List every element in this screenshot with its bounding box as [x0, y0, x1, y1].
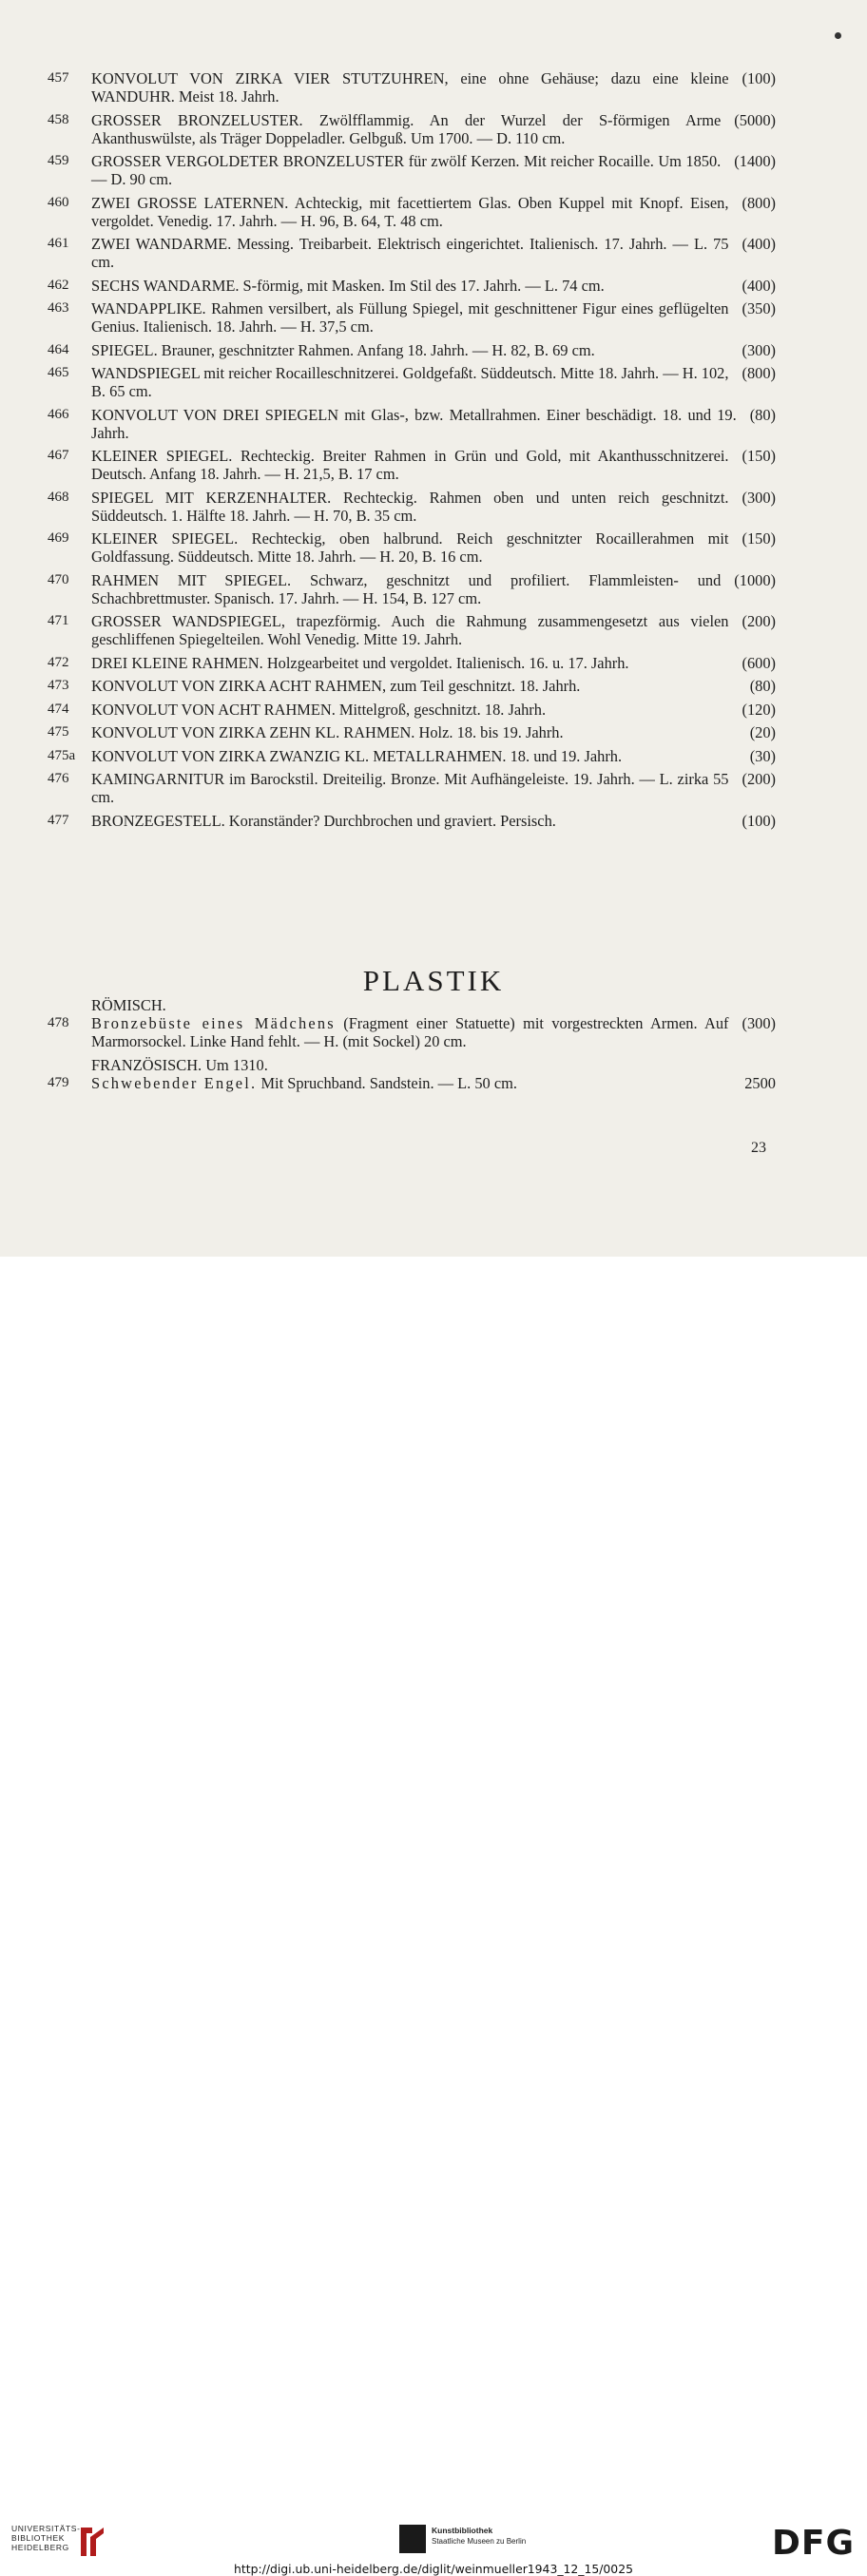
lot-number: 472	[48, 654, 69, 670]
lot-description	[91, 812, 776, 830]
lot-entry	[48, 194, 776, 230]
lot-number: 458	[48, 111, 69, 127]
lot-text: Schwarz, geschnitzt und profiliert. Flammleisten- und Schachbrettmuster. Spanisch. 17. Jahrh. — H. 154, B. 127 cm.	[91, 570, 722, 607]
lot-description	[91, 723, 776, 741]
lot-entry	[48, 1014, 776, 1050]
lot-entry	[48, 747, 776, 765]
lot-entry	[48, 1074, 776, 1092]
lot-title: KONVOLUT VON ACHT RAHMEN.	[91, 700, 336, 719]
lot-description	[91, 1014, 776, 1050]
lot-title: GROSSER VERGOLDETER BRONZELUSTER	[91, 152, 405, 170]
lot-number: 470	[48, 571, 69, 587]
lot-number: 457	[48, 70, 69, 86]
lot-text: Rechteckig. Rahmen oben und unten reich geschnitzt. Süddeutsch. 1. Hälfte 18. Jahrh. — H. 70, B. 35 cm.	[91, 488, 729, 525]
lot-estimate: (1400)	[734, 152, 776, 170]
lot-title: WANDAPPLIKE.	[91, 299, 206, 317]
lot-estimate: (200)	[742, 612, 776, 630]
lot-estimate: (300)	[742, 1014, 776, 1032]
plastik-section	[48, 996, 776, 1097]
lot-estimate: (100)	[742, 811, 776, 830]
lot-description	[91, 571, 776, 607]
lot-entry	[48, 571, 776, 607]
lot-number: 459	[48, 153, 69, 168]
lot-description	[91, 770, 776, 806]
university-library-logo[interactable]	[11, 2525, 81, 2552]
lot-number: 476	[48, 771, 69, 786]
lot-estimate: (100)	[742, 69, 776, 87]
lot-text: Rahmen versilbert, als Füllung Spiegel, mit geschnittener Figur eines geflügelten Genius. Italienisch. 18. Jahrh. — H. 37,5 cm.	[91, 299, 729, 336]
lot-text: Holz. 18. bis 19. Jahrh.	[418, 723, 564, 741]
lot-title: DREI KLEINE RAHMEN.	[91, 653, 263, 672]
lot-estimate: (300)	[742, 340, 776, 359]
lot-estimate: (800)	[742, 364, 776, 382]
lot-text: mit reicher Rocailleschnitzerei. Goldgefaßt. Süddeutsch. Mitte 18. Jahrh. — H. 102, B. 65 cm.	[91, 364, 729, 400]
lot-estimate: (1000)	[734, 570, 776, 589]
lot-text: eine ohne Gehäuse; dazu eine kleine WANDUHR. Meist 18. Jahrh.	[91, 69, 729, 106]
lot-number: 460	[48, 194, 69, 210]
lot-entry	[48, 701, 776, 719]
lot-title: KLEINER SPIEGEL.	[91, 447, 233, 465]
lot-title: GROSSER WANDSPIEGEL,	[91, 612, 286, 630]
lot-description	[91, 277, 776, 295]
lot-estimate: (200)	[742, 770, 776, 788]
lot-number: 478	[48, 1015, 69, 1030]
lot-entry	[48, 489, 776, 525]
lot-text: Brauner, geschnitzter Rahmen. Anfang 18. Jahrh. — H. 82, B. 69 cm.	[161, 340, 595, 359]
lot-estimate: (300)	[742, 488, 776, 507]
lot-description	[91, 299, 776, 336]
lot-number: 468	[48, 489, 69, 505]
page-blemish	[835, 32, 841, 39]
lot-estimate: (150)	[742, 447, 776, 465]
lot-estimate: (80)	[749, 405, 776, 424]
kunstbibliothek-logo-icon	[399, 2525, 426, 2553]
lot-title: SECHS WANDARME.	[91, 276, 240, 295]
university-line: BIBLIOTHEK	[11, 2532, 66, 2543]
group-heading: RÖMISCH.	[91, 996, 166, 1014]
lot-title: GROSSER BRONZELUSTER.	[91, 110, 303, 129]
lot-text: Mit Spruchband. Sandstein. — L. 50 cm.	[260, 1073, 517, 1092]
lot-description	[91, 701, 776, 719]
lot-title: WANDSPIEGEL	[91, 364, 201, 382]
group-heading: FRANZÖSISCH. Um 1310.	[91, 1055, 268, 1074]
lot-description	[91, 235, 776, 271]
lot-estimate: (600)	[742, 653, 776, 672]
lot-description	[91, 1074, 776, 1092]
lot-title: BRONZEGESTELL.	[91, 811, 225, 830]
lot-entry	[48, 677, 776, 695]
lot-estimate: (120)	[742, 700, 776, 719]
lot-number: 473	[48, 678, 69, 693]
lot-description	[91, 654, 776, 672]
section-title: PLASTIK	[362, 964, 505, 997]
lot-text: im Barockstil. Dreiteilig. Bronze. Mit Aufhängeleiste. 19. Jahrh. — L. zirka 55 cm.	[91, 770, 729, 806]
source-url-link[interactable]: http://digi.ub.uni-heidelberg.de/diglit/weinmueller1943_12_15/0025	[234, 2562, 633, 2576]
lot-text: Rechteckig. Breiter Rahmen in Grün und Gold, mit Akanthusschnitzerei. Deutsch. Anfang 18. Jahrh. — H. 21,5, B. 17 cm.	[91, 447, 729, 483]
kb-subtitle: Staatliche Museen zu Berlin	[432, 2537, 527, 2546]
lot-estimate: 2500	[744, 1073, 776, 1092]
page-number: 23	[751, 1140, 766, 1156]
lot-text: S-förmig, mit Masken. Im Stil des 17. Jahrh. — L. 74 cm.	[242, 276, 605, 295]
lot-entry	[48, 341, 776, 359]
lot-title: SPIEGEL MIT KERZENHALTER.	[91, 488, 332, 507]
lot-estimate: (20)	[749, 723, 776, 741]
lot-estimate: (30)	[749, 746, 776, 765]
lot-text: Messing. Treibarbeit. Elektrisch eingerichtet. Italienisch. 17. Jahrh. — L. 75 cm.	[91, 235, 729, 271]
lot-entry	[48, 152, 776, 188]
lot-title: RAHMEN MIT SPIEGEL.	[91, 570, 292, 589]
lot-title: SPIEGEL.	[91, 340, 158, 359]
lot-entry	[48, 277, 776, 295]
lot-estimate: (400)	[742, 276, 776, 295]
lot-description	[91, 341, 776, 359]
lot-text: Rechteckig, oben halbrund. Reich geschnitzter Rocaillerahmen mit Goldfassung. Süddeutsch. Mitte 18. Jahrh. — H. 20, B. 16 cm.	[91, 529, 729, 566]
lot-entry	[48, 447, 776, 483]
lot-title: KONVOLUT VON DREI SPIEGELN	[91, 405, 339, 424]
lot-description	[91, 529, 776, 566]
lot-number: 464	[48, 341, 69, 357]
lot-number: 475a	[48, 747, 76, 763]
lot-text: Achteckig, mit facettiertem Glas. Oben Kuppel mit Knopf. Eisen, vergoldet. Venedig. 17. Jahrh. — H. 96, B. 64, T. 48 cm.	[91, 193, 729, 230]
lot-entry	[48, 723, 776, 741]
lot-title: Bronzebüste eines Mädchens	[91, 1014, 336, 1032]
lot-entry	[48, 364, 776, 400]
lot-number: 474	[48, 701, 69, 717]
lot-estimate: (80)	[749, 677, 776, 695]
lot-text: für zwölf Kerzen. Mit reicher Rocaille. Um 1850. — D. 90 cm.	[91, 152, 722, 188]
lot-entry	[48, 235, 776, 271]
lot-text: mit Glas-, bzw. Metallrahmen. Einer beschädigt. 18. und 19. Jahrh.	[91, 405, 737, 442]
lot-description	[91, 364, 776, 400]
lot-title: KONVOLUT VON ZIRKA ZWANZIG KL. METALLRAHMEN.	[91, 746, 507, 765]
lot-text: (Fragment einer Statuette) mit vorgestreckten Armen. Auf Marmorsockel. Linke Hand fehlt. — H. (mit Sockel) 20 cm.	[91, 1014, 729, 1050]
lot-title: KONVOLUT VON ZIRKA ZEHN KL. RAHMEN.	[91, 723, 415, 741]
lot-title: ZWEI GROSSE LATERNEN.	[91, 193, 289, 212]
lot-estimate: (150)	[742, 529, 776, 548]
lot-description	[91, 152, 776, 188]
lot-title: Schwebender Engel.	[91, 1073, 258, 1092]
lot-number: 465	[48, 365, 69, 380]
dfg-logo[interactable]: DFG	[772, 2524, 856, 2563]
lot-list	[48, 69, 776, 835]
university-emblem-icon	[79, 2524, 106, 2560]
lot-number: 467	[48, 448, 69, 463]
lot-description	[91, 406, 776, 442]
lot-estimate: (5000)	[734, 110, 776, 129]
lot-estimate: (800)	[742, 193, 776, 212]
lot-number: 477	[48, 812, 69, 828]
kunstbibliothek-logo[interactable]	[432, 2526, 526, 2547]
lot-entry	[48, 299, 776, 336]
lot-text: Zwölfflammig. An der Wurzel der S-förmigen Arme Akanthuswülste, als Träger Doppeladler. Gelbguß. Um 1700. — D. 110 cm.	[91, 110, 722, 147]
lot-title: KLEINER SPIEGEL.	[91, 529, 239, 548]
catalog-page	[0, 0, 867, 1257]
lot-title: ZWEI WANDARME.	[91, 235, 232, 253]
university-line: HEIDELBERG	[11, 2542, 69, 2552]
lot-number: 471	[48, 613, 69, 628]
lot-text: trapezförmig. Auch die Rahmung zusammengesetzt aus vielen geschliffenen Spiegelteilen. Wohl Venedig. Mitte 19. Jahrh.	[91, 612, 729, 648]
lot-text: Koranständer? Durchbrochen und graviert. Persisch.	[228, 811, 556, 830]
lot-entry	[48, 654, 776, 672]
lot-description	[91, 447, 776, 483]
lot-number: 479	[48, 1074, 69, 1090]
lot-text: 18. und 19. Jahrh.	[510, 746, 623, 765]
lot-number: 461	[48, 236, 69, 251]
lot-number: 466	[48, 406, 69, 422]
lot-entry	[48, 69, 776, 106]
lot-estimate: (350)	[742, 299, 776, 317]
lot-description	[91, 612, 776, 648]
lot-description	[91, 111, 776, 147]
lot-description	[91, 677, 776, 695]
lot-number: 469	[48, 530, 69, 546]
lot-description	[91, 69, 776, 106]
lot-entry	[48, 612, 776, 648]
lot-description	[91, 747, 776, 765]
lot-description	[91, 194, 776, 230]
lot-entry	[48, 529, 776, 566]
lot-title: KAMINGARNITUR	[91, 770, 225, 788]
lot-number: 463	[48, 300, 69, 316]
lot-text: zum Teil geschnitzt. 18. Jahrh.	[390, 677, 581, 695]
kb-title: Kunstbibliothek	[432, 2526, 493, 2535]
lot-estimate: (400)	[742, 235, 776, 253]
lot-entry	[48, 770, 776, 806]
lot-entry	[48, 111, 776, 147]
lot-entry	[48, 406, 776, 442]
lot-title: KONVOLUT VON ZIRKA ACHT RAHMEN,	[91, 677, 387, 695]
university-line: UNIVERSITÄTS-	[11, 2524, 81, 2533]
lot-entry	[48, 812, 776, 830]
footer-bar	[0, 1257, 867, 2576]
lot-number: 475	[48, 724, 69, 740]
lot-text: Holzgearbeitet und vergoldet. Italienisch. 16. u. 17. Jahrh.	[266, 653, 629, 672]
lot-title: KONVOLUT VON ZIRKA VIER STUTZUHREN,	[91, 69, 449, 87]
lot-text: Mittelgroß, geschnitzt. 18. Jahrh.	[338, 700, 547, 719]
lot-number: 462	[48, 277, 69, 293]
lot-description	[91, 489, 776, 525]
